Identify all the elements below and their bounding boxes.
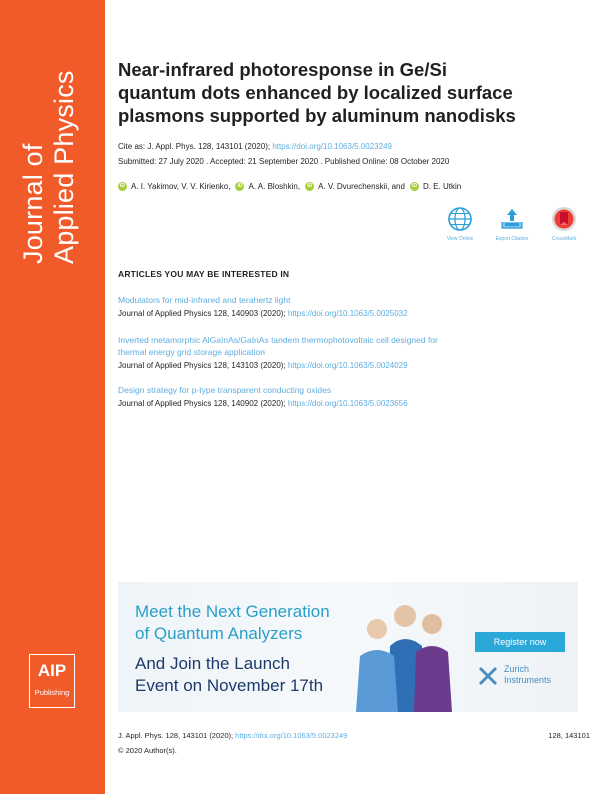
brand-line1: Zurich xyxy=(504,664,530,674)
related-article-doi-link[interactable]: https://doi.org/10.1063/5.0024029 xyxy=(287,361,408,370)
ad-subline-line2: Event on November 17th xyxy=(135,676,324,695)
aip-logo-text: AIP xyxy=(37,661,67,680)
related-article-citation: Journal of Applied Physics 128, 140902 (2020); xyxy=(118,399,286,408)
author-name: A. V. Dvurechenskii, and xyxy=(318,182,405,191)
related-article-citation: Journal of Applied Physics 128, 140903 (2020); xyxy=(118,309,286,318)
author-list xyxy=(118,182,466,191)
related-article-citation: Journal of Applied Physics 128, 143103 (2020); xyxy=(118,361,286,370)
article-tools xyxy=(440,206,590,246)
crossmark-icon xyxy=(551,206,577,232)
crossmark-label: CrossMark xyxy=(551,236,577,242)
ad-headline-line2: of Quantum Analyzers xyxy=(135,624,303,643)
related-article-ref xyxy=(118,361,408,370)
journal-title xyxy=(18,14,80,264)
footer-citation xyxy=(118,731,347,740)
export-icon xyxy=(499,206,525,232)
footer-ref-text: J. Appl. Phys. 128, 143101 (2020); xyxy=(118,731,234,740)
view-online-label: View Online xyxy=(446,236,474,242)
cite-as xyxy=(118,142,392,151)
orcid-icon[interactable]: iD xyxy=(120,183,125,189)
related-article-doi-link[interactable]: https://doi.org/10.1063/5.0025032 xyxy=(287,309,408,318)
ad-subline-line1: And Join the Launch xyxy=(135,654,291,673)
related-article-doi-link[interactable]: https://doi.org/10.1063/5.0023656 xyxy=(287,399,408,408)
journal-sidebar xyxy=(0,0,105,794)
article-title xyxy=(118,58,588,127)
crossmark-button[interactable] xyxy=(544,206,584,242)
related-article-title-line2: thermal energy grid storage application xyxy=(118,347,265,357)
orcid-icon[interactable]: iD xyxy=(237,183,243,189)
related-article-ref xyxy=(118,309,408,318)
journal-title-line2: Applied Physics xyxy=(49,70,79,264)
zurich-instruments-logo xyxy=(478,664,578,690)
footer-page-number: 128, 143101 xyxy=(548,731,590,740)
author-name: A. A. Bloshkin, xyxy=(248,182,301,191)
globe-icon xyxy=(447,206,473,232)
related-article-title[interactable]: Design strategy for p-type transparent conducting oxides xyxy=(118,385,332,395)
ad-headline-line1: Meet the Next Generation xyxy=(135,602,330,621)
view-online-button[interactable] xyxy=(440,206,480,242)
title-line2: quantum dots enhanced by localized surface xyxy=(118,82,513,103)
related-article-ref xyxy=(118,399,408,408)
footer-copyright: © 2020 Author(s). xyxy=(118,746,177,755)
orcid-icon[interactable]: iD xyxy=(411,183,417,189)
export-citation-label: Export Citation xyxy=(495,236,529,242)
title-line3: plasmons supported by aluminum nanodisks xyxy=(118,105,516,126)
zurich-instruments-mark-icon xyxy=(478,666,498,686)
brand-line2: Instruments xyxy=(504,675,552,685)
cite-label: Cite as: J. Appl. Phys. 128, 143101 (2020); xyxy=(118,142,271,151)
cite-doi-link[interactable]: https://doi.org/10.1063/5.0023249 xyxy=(272,142,392,151)
zurich-instruments-text xyxy=(504,664,551,686)
related-article-title[interactable]: Modulators for mid-infrared and terahertz light xyxy=(118,295,291,305)
title-line1: Near-infrared photoresponse in Ge/Si xyxy=(118,59,447,80)
author-name: A. I. Yakimov, V. V. Kirienko, xyxy=(131,182,231,191)
related-articles-heading: ARTICLES YOU MAY BE INTERESTED IN xyxy=(118,269,290,279)
author-name: D. E. Utkin xyxy=(422,182,462,191)
journal-title-line1: Journal of xyxy=(18,143,48,264)
aip-publishing-logo[interactable] xyxy=(29,654,75,708)
article-dates: Submitted: 27 July 2020 . Accepted: 21 September 2020 . Published Online: 08 October 2020 xyxy=(118,157,450,166)
related-article-title[interactable] xyxy=(118,334,568,358)
advertisement-banner[interactable] xyxy=(118,582,578,712)
register-now-button[interactable]: Register now xyxy=(475,632,565,652)
related-article-title-line1: Inverted metamorphic AlGaInAs/GaInAs tandem thermophotovoltaic cell designed for xyxy=(118,335,438,345)
export-citation-button[interactable] xyxy=(492,206,532,242)
publishing-logo-text: Publishing xyxy=(34,688,70,697)
ad-people-photo xyxy=(348,594,458,712)
footer-doi-link[interactable]: https://doi.org/10.1063/5.0023249 xyxy=(235,731,348,740)
orcid-icon[interactable]: iD xyxy=(307,183,313,189)
